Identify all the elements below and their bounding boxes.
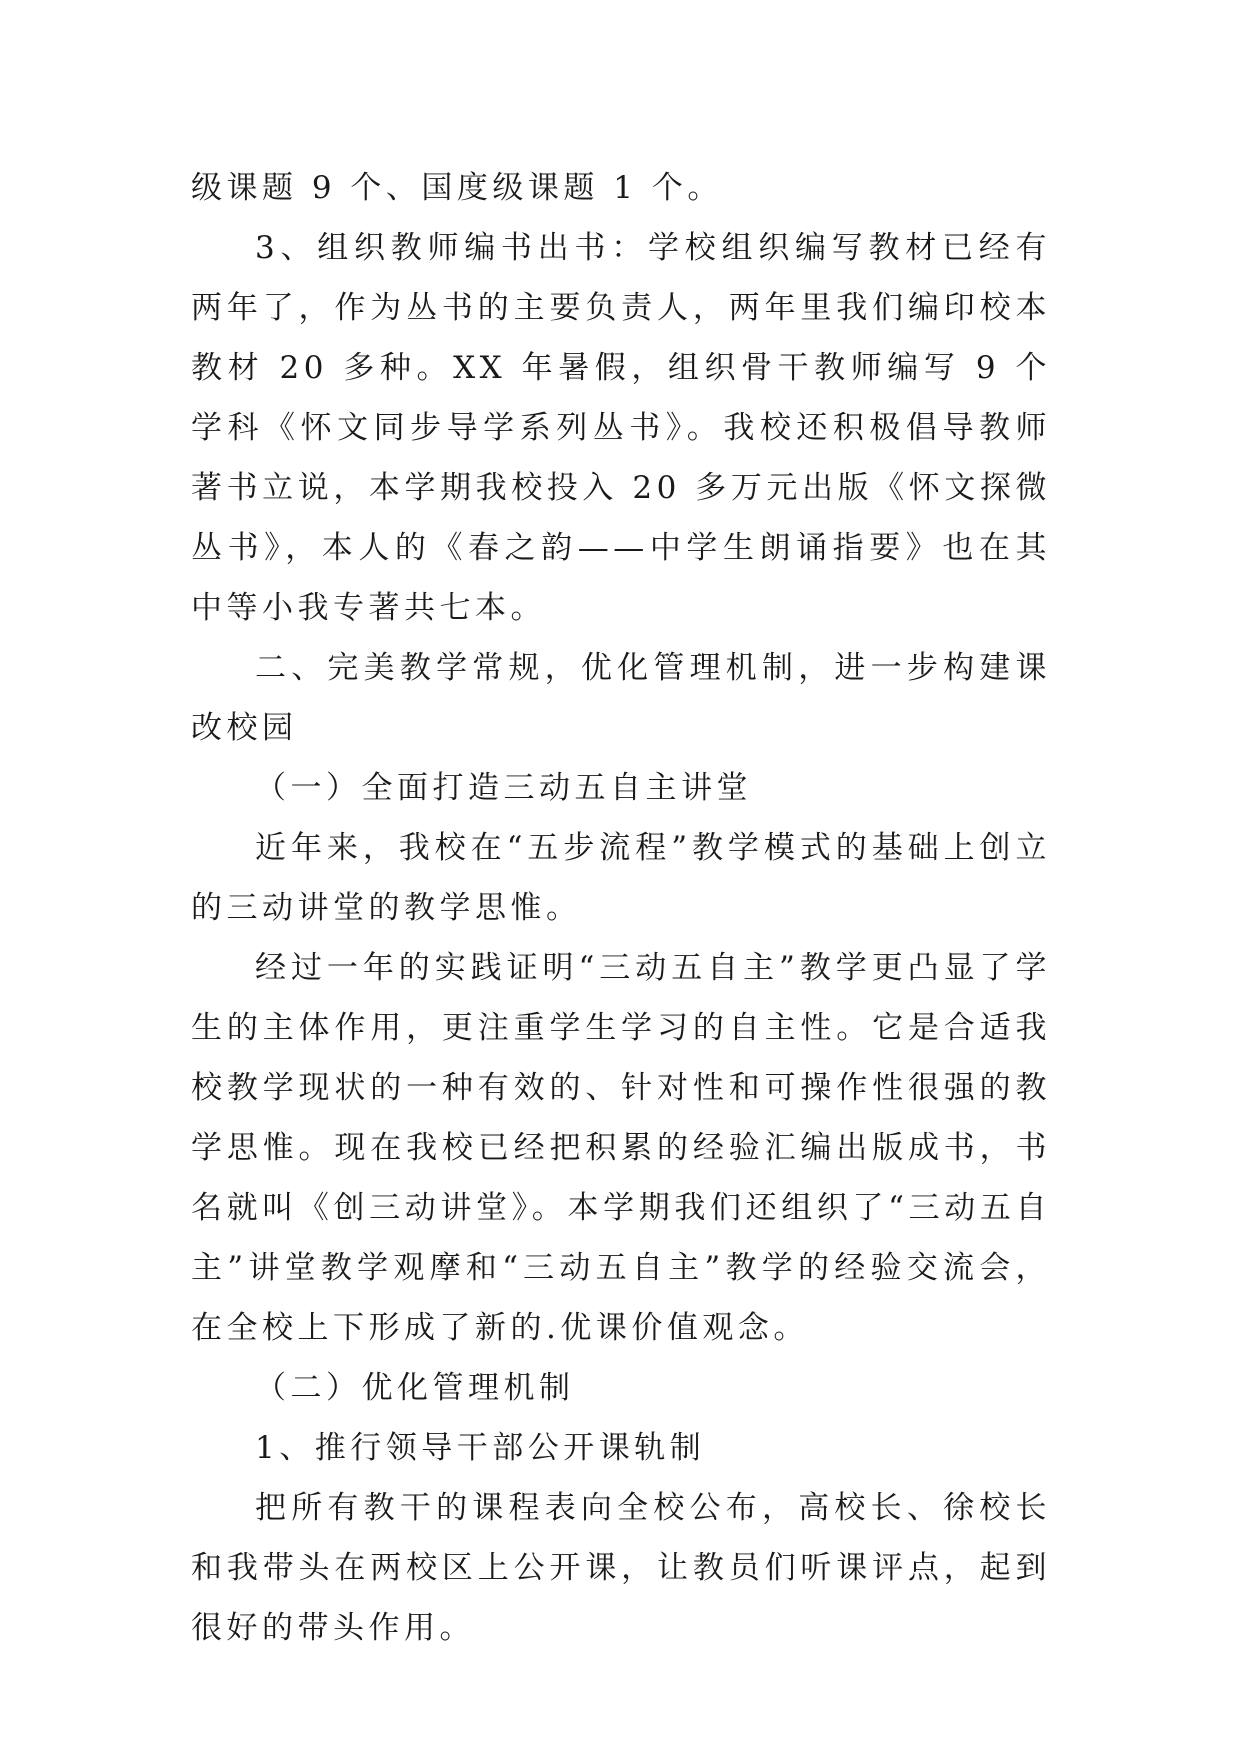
subsection-heading-one: （一）全面打造三动五自主讲堂 bbox=[255, 770, 752, 806]
paragraph-continuation: 级课题 9 个、国度级课题 1 个。 bbox=[191, 170, 723, 206]
paragraph-practice-proof: 经过一年的实践证明“三动五自主”教学更凸显了学生的主体作用，更注重学生学习的自主性。它是合适我校教学现状的一种有效的、针对性和可操作性很强的教学思惟。现在我校已经把积累的经验汇编出版成书，书名就叫《创三动讲堂》。本学期我们还组织了“三动五自主”讲堂教学观摩和“三动五自主”教学的经验交流会，在全校上下形成了新的.优课价值观念。 bbox=[191, 950, 1051, 1346]
paragraph-book-compilation: 3、组织教师编书出书：学校组织编写教材已经有两年了，作为丛书的主要负责人，两年里我们编印校本教材 20 多种。XX 年暑假，组织骨干教师编写 9 个学科《怀文同步导学系列丛书》。我校还积极倡导教师著书立说，本学期我校投入 20 多万元出版《怀文探微丛书》，本人的《春之韵——中学生朗诵指要》也在其中等小我专著共七本。 bbox=[191, 230, 1051, 626]
section-heading-two: 二、完美教学常规，优化管理机制，进一步构建课改校园 bbox=[191, 650, 1051, 746]
document-body bbox=[191, 158, 1051, 1658]
subsection-heading-two: （二）优化管理机制 bbox=[255, 1370, 575, 1406]
paragraph-public-lessons: 把所有教干的课程表向全校公布，高校长、徐校长和我带头在两校区上公开课，让教员们听课评点，起到很好的带头作用。 bbox=[191, 1490, 1051, 1646]
paragraph-five-step: 近年来，我校在“五步流程”教学模式的基础上创立的三动讲堂的教学思惟。 bbox=[191, 830, 1051, 926]
item-heading-one: 1、推行领导干部公开课轨制 bbox=[255, 1430, 706, 1466]
